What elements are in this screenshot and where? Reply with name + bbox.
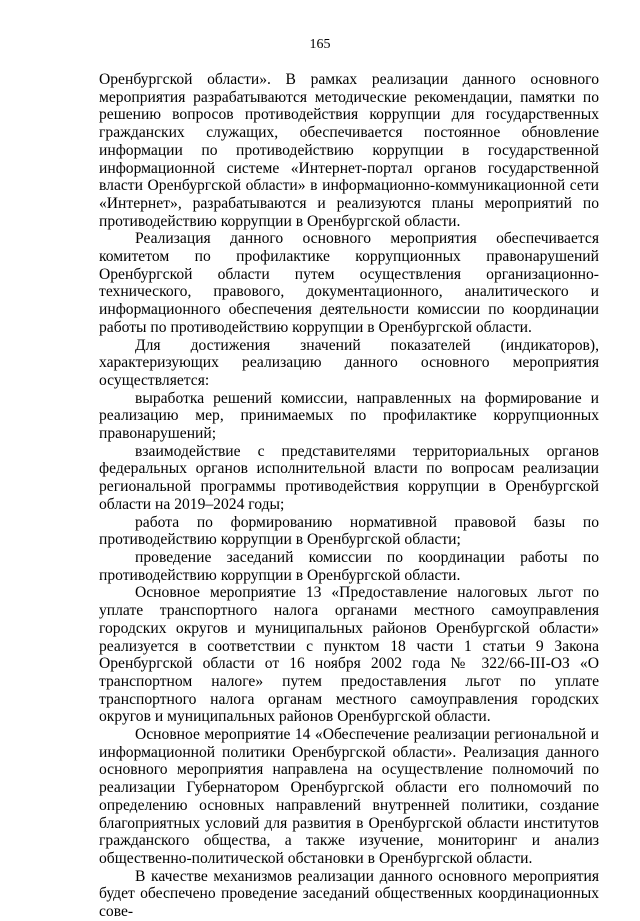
body-paragraph: взаимодействие с представителями территориальных органов федеральных органов исполнительной власти по вопросам реализации региональной программы противодействия коррупции в Оренбургской области на 2019–2024 годы; [99, 442, 599, 513]
body-paragraph: Оренбургской области». В рамках реализации данного основного мероприятия разрабатываются методические рекомендации, памятки по решению вопросов противодействия коррупции для государственных гражданских служащих, обеспечивается постоянное обновление информации по противодействию коррупции в государственной информационной системе «Интернет-портал органов государственной власти Оренбургской области» в информационно-коммуникационной сети «Интернет», разрабатываются и реализуются планы мероприятий по противодействию коррупции в Оренбургской области. [99, 71, 599, 230]
body-paragraph: В качестве механизмов реализации данного основного мероприятия будет обеспечено проведение заседаний общественных координационных сове- [99, 867, 599, 921]
body-paragraph: Реализация данного основного мероприятия обеспечивается комитетом по профилактике коррупционных правонарушений Оренбургской области путем осуществления организационно-технического, правового, документационного, аналитического и информационного обеспечения деятельности комиссии по координации работы по противодействию коррупции в Оренбургской области. [99, 230, 599, 336]
body-paragraph: проведение заседаний комиссии по координации работы по противодействию коррупции в Оренбургской области. [99, 548, 599, 584]
body-paragraph: выработка решений комиссии, направленных на формирование и реализацию мер, принимаемых по профилактике коррупционных правонарушений; [99, 389, 599, 443]
body-text [99, 71, 599, 921]
body-paragraph: работа по формированию нормативной правовой базы по противодействию коррупции в Оренбургской области; [99, 513, 599, 549]
body-paragraph: Для достижения значений показателей (индикаторов), характеризующих реализацию данного основного мероприятия осуществляется: [99, 336, 599, 389]
body-paragraph: Основное мероприятие 13 «Предоставление налоговых льгот по уплате транспортного налога органами местного самоуправления городских округов и муниципальных районов Оренбургской области» реализуется в соответствии с пунктом 18 части 1 статьи 9 Закона Оренбургской области от 16 ноября 2002 года № 322/66-III-ОЗ «О транспортном налоге» путем предоставления льгот по уплате транспортного налога органам местного самоуправления городских округов и муниципальных районов Оренбургской области. [99, 584, 599, 726]
body-paragraph: Основное мероприятие 14 «Обеспечение реализации региональной и информационной политики Оренбургской области». Реализация данного основного мероприятия направлена на осуществление полномочий по реализации Губернатором Оренбургской области его полномочий по определению основных направлений внутренней политики, создание благоприятных условий для развития в Оренбургской области институтов гражданского общества, а также изучение, мониторинг и анализ общественно-политической обстановки в Оренбургской области. [99, 726, 599, 867]
page-number: 165 [309, 37, 331, 52]
